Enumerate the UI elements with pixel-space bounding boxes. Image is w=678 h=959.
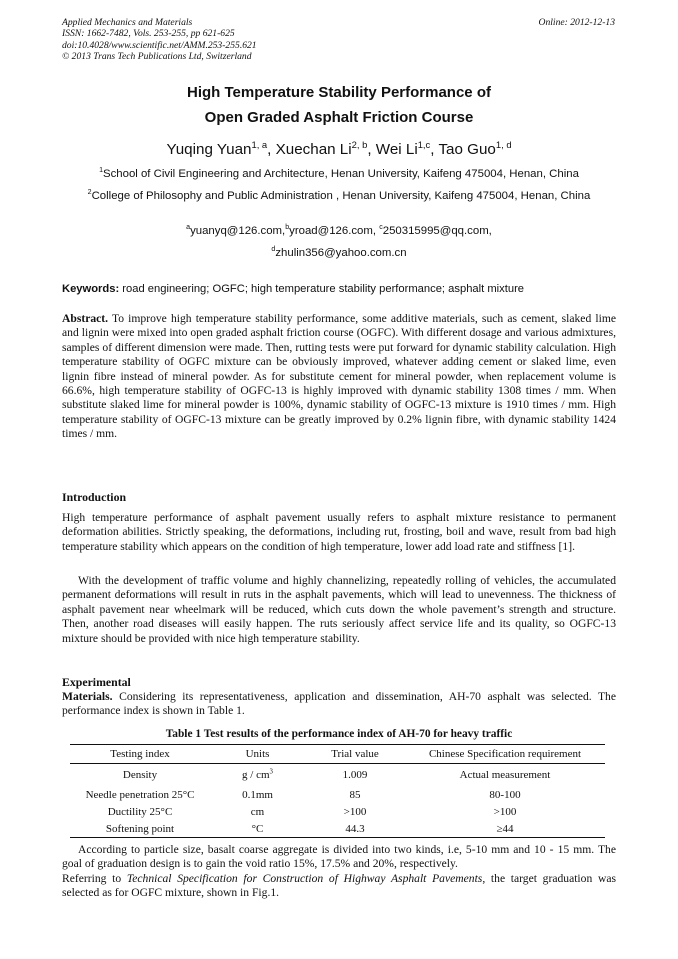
graduation-text: , the target graduation was selected as for OGFC mixture, shown in Fig.1. [62,872,616,900]
abstract-label: Abstract. [62,312,109,325]
journal-name: Applied Mechanics and Materials [62,17,193,28]
table-row [70,764,605,787]
table-cell: 80-100 [489,788,521,801]
column-header: Units [210,745,305,764]
email[interactable]: yroad@126.com, [289,225,380,237]
table-1 [70,744,605,838]
email-sup: c [379,224,383,232]
affiliation-sup: 2 [87,189,92,197]
email[interactable]: 250315995@qq.com, [382,225,492,237]
paper-title [62,80,616,130]
author [375,138,439,158]
column-header: Trial value [305,745,405,764]
unit-sup: 3 [269,768,273,776]
author-name: Wei Li [375,141,418,158]
online-date: Online: 2012-12-13 [538,17,615,28]
affiliation-text: School of Civil Engineering and Architecture, Henan University, Kaifeng 475004, Henan, China [102,168,579,180]
table-cell: 1.009 [342,769,368,781]
aggregate-paragraph: According to particle size, basalt coarse aggregate is divided into two kinds, i.e, 5-10 mm and 10 - 15 mm. The goal of graduation design is to gain the void ratio 15%, 17.5% and 20%, respectively. [62,843,616,871]
materials-paragraph [62,690,616,719]
table-cell: Actual measurement [459,769,551,781]
table-1-caption: Table 1 Test results of the performance index of AH-70 for heavy traffic [165,728,513,740]
email[interactable]: yuanyq@126.com, [190,225,286,237]
table-cell: ≥44 [405,820,605,838]
email-sup: d [271,246,276,254]
author-sep: , [267,141,276,158]
abstract [62,312,616,442]
email-sup: b [285,224,290,232]
table-row [70,820,605,838]
author-sup: 1,c [417,138,431,150]
title-line-1: High Temperature Stability Performance of [187,84,491,101]
email-line-1 [62,224,616,239]
materials-text: Considering its representativeness, application and dissemination, AH-70 asphalt was selected. The performance index is shown in Table 1. [62,690,616,718]
table-cell: Softening point [70,820,210,838]
email[interactable]: zhulin356@yahoo.com.cn [275,247,407,259]
introduction-paragraph-1: High temperature performance of asphalt pavement usually refers to asphalt mixture resistance to permanent deformation abilities. Strictly speaking, the deformations, including rut, frosting, boil and wave, result from bad high temperature stability which appears on the condition of high temperature, lower add load rate and stiffness [1]. [62,511,616,553]
email-sup: a [186,224,191,232]
table-header-row [70,745,605,764]
author-sup: 2, b [351,138,368,150]
introduction-paragraph-2: With the development of traffic volume and highly channelizing, repeatedly rolling of vehicles, the accumulated permanent deformations will result in ruts in the asphalt pavements, which will lead to unevenness. The thickness of asphalt pavement near wheelmark will be reduced, which cuts down the whole pavement’s strength and structure. Then, another road diseases will easily happen. The ruts seriously affect service life and its quality, so OGFC-13 mixture should be provided with nice high temperature stability. [62,574,616,645]
table-cell: 0.1mm [242,788,273,801]
author-sep: , [430,141,439,158]
author-sep: , [367,141,376,158]
doi-line: doi:10.4028/www.scientific.net/AMM.253-255.621 [62,39,257,51]
table-row [70,803,605,820]
affiliation-1 [62,167,616,182]
table-cell: cm [250,805,265,818]
author [166,138,276,158]
author [438,138,512,158]
table-cell: >100 [343,805,367,818]
author-sup: 1, d [495,138,512,150]
graduation-text: Referring to [62,872,127,885]
email-line-2 [62,246,616,261]
affiliation-text: College of Philosophy and Public Administration , Henan University, Kaifeng 475004, Henan, China [91,190,591,202]
column-header: Chinese Specification requirement [405,745,605,764]
affiliation-2 [62,189,616,204]
author-name: Xuechan Li [275,141,352,158]
author-sup: 1, a [251,138,268,150]
author-name: Tao Guo [438,141,496,158]
issn-line: ISSN: 1662-7482, Vols. 253-255, pp 621-625 [62,28,235,40]
unit-text: g / cm [242,769,270,781]
table-cell: Density [122,769,158,781]
copyright-line: © 2013 Trans Tech Publications Ltd, Switzerland [62,51,252,63]
author-list [62,140,616,160]
materials-label: Materials. [62,690,113,703]
journal-header [62,17,257,63]
title-line-2: Open Graded Asphalt Friction Course [204,109,474,126]
keywords-text: road engineering; OGFC; high temperature stability performance; asphalt mixture [119,283,525,295]
column-header: Testing index [70,745,210,764]
experimental-heading: Experimental [62,675,131,689]
table-cell: Ductility 25°C [107,805,173,818]
graduation-paragraph [62,872,616,901]
specification-title: Technical Specification for Construction of Highway Asphalt Pavements [126,872,483,885]
author [275,138,376,158]
table-cell [210,764,305,787]
table-cell: 85 [349,788,361,801]
affiliation-sup: 1 [99,167,103,175]
introduction-heading: Introduction [62,490,127,504]
keywords-label: Keywords: [62,283,120,295]
table-row [70,786,605,803]
table-cell: Needle penetration 25°C [85,788,195,801]
keywords [62,282,616,296]
author-name: Yuqing Yuan [166,141,252,158]
table-cell: 44.3 [305,820,405,838]
table-cell: >100 [493,805,517,818]
table-cell: °C [210,820,305,838]
abstract-text: To improve high temperature stability performance, some additive materials, such as cement, slaked lime and lignin were mixed into open graded asphalt friction course (OGFC). With different dosage and various admixtures, samples of different dimension were made. Then, rutting tests were put forward for dynamic stability calculation. High temperature stability of OGFC mixture can be obviously improved, whatever adding cement or slaked lime, even lignin fibre instead of mineral powder. As for substitute cement for mineral powder, when replacement volume is 66.6%, high temperature stability of OGFC-13 is highly improved with dynamic stability 1308 times / mm. When substitute slaked lime for mineral powder is 100%, dynamic stability of OGFC-13 mixture is 1910 times / mm. High temperature stability of OGFC-13 mixture can be greatly improved by 0.2% lignin fibre, with dynamic stability 1424 times / mm. [62,312,616,441]
